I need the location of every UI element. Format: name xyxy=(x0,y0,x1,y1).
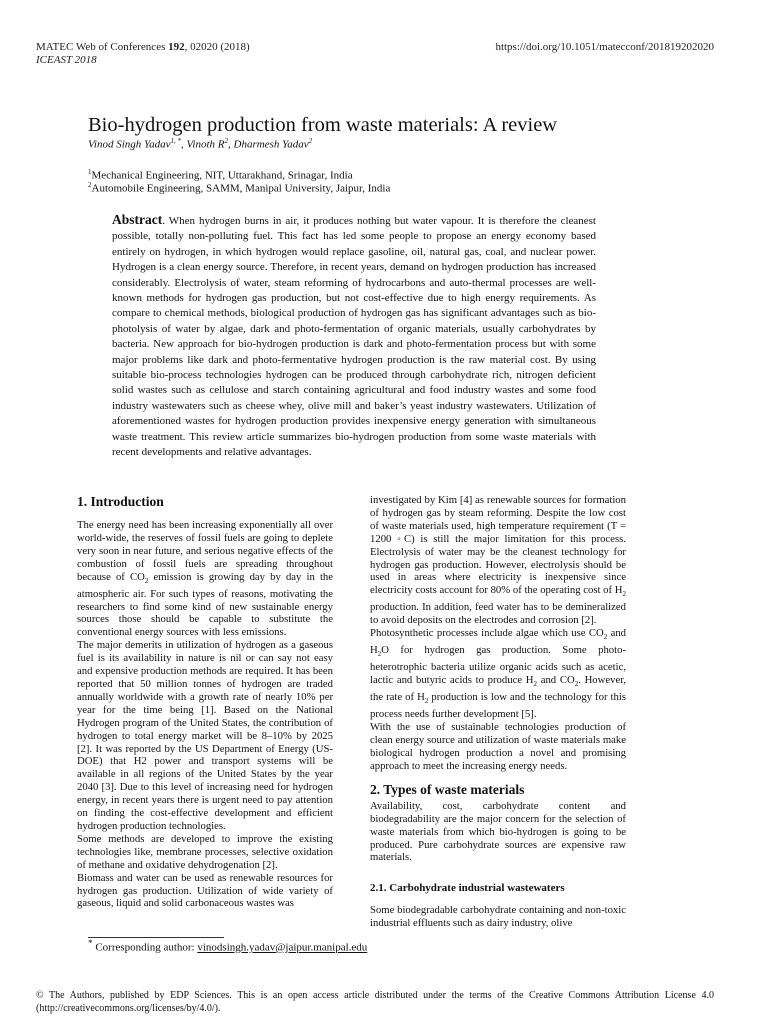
subscript: 2 xyxy=(533,680,537,689)
paragraph-text: emission is growing day by day in the atmospheric air. For such types of reasons, motivating the researchers to find some kind of new sustainable energy sources those should be capable to substitute the conventional energy sources with less emissions. xyxy=(77,570,333,639)
right-column xyxy=(370,494,626,930)
author-list: Vinod Singh Yadav$^{1, *}$, Vinoth $R^2$, Dharmesh Yadav$^2$ xyxy=(88,137,313,151)
subscript: 2 xyxy=(424,697,429,706)
section-heading-introduction: 1. Introduction xyxy=(77,494,164,509)
paragraph-text: production is low and the technology for this process needs further development [5]. xyxy=(370,691,627,721)
author-name: Vinoth R xyxy=(186,138,225,151)
affiliation-num: 2 xyxy=(88,181,92,189)
paragraph xyxy=(370,627,626,721)
paragraph: With the use of sustainable technologies production of clean energy source and utilization of waste materials make biological hydrogen production a novel and promising approach to meet the increasing energy needs. xyxy=(370,721,626,772)
footnote-label: Corresponding author: xyxy=(92,941,198,954)
paragraph-text: and H xyxy=(370,627,627,657)
abstract-heading: Abstract xyxy=(112,212,163,227)
affiliation-text: Automobile Engineering, SAMM, Manipal University, Jaipur, India xyxy=(91,182,391,195)
subscript: 2 xyxy=(622,590,626,599)
paragraph-text: O for hydrogen gas production. Some photo-heterotrophic bacteria utilize organic acids such as acetic, lactic and butyric acids to produce H xyxy=(370,644,626,687)
paragraph: Some biodegradable carbohydrate containing and non-toxic industrial effluents such as dairy industry, olive xyxy=(370,904,626,930)
journal-header xyxy=(36,40,250,54)
subscript: 2 xyxy=(377,650,382,659)
journal-volume: 192 xyxy=(168,41,185,53)
article-number: , 02020 (2018) xyxy=(184,41,250,53)
paper-title: Bio-hydrogen production from waste materials: A review xyxy=(88,114,558,136)
doi-link[interactable]: https://doi.org/10.1051/matecconf/201819202020 xyxy=(495,41,714,53)
license-notice: © The Authors, published by EDP Sciences. This is an open access article distributed under the terms of the Creative Commons Attribution License 4.0 (http://creativecommons.org/licenses/by/4.0/). xyxy=(36,990,714,1014)
paragraph: Biomass and water can be used as renewable resources for hydrogen gas production. Utilization of wide variety of gaseous, liquid and solid carbonaceous wastes was xyxy=(77,871,333,910)
author-sup: 2 xyxy=(308,137,313,145)
author-name: Vinod Singh Yadav xyxy=(88,138,171,151)
abstract-text: . When hydrogen burns in air, it produces nothing but water vapour. It is therefore the cleanest possible, totally non-polluting fuel. This fact has led some people to propose an energy economy based entirely on hydrogen, in which hydrogen would replace gasoline, oil, natural gas, coal, and nuclear power. Hydrogen is a clean energy source. Therefore, in recent years, demand on hydrogen production has increased considerably. Electrolysis of water, steam reforming of hydrocarbons and auto-thermal processes are well-known methods for hydrogen gas production, but not cost-effective due to high energy requirements. As compare to chemical methods, biological production of hydrogen gas has significant advantages such as bio-photolysis of water by algae, dark and photo-fermentation of organic materials, usually carbohydrates by bacteria. New approach for bio-hydrogen production is dark and photo-fermentation process but with some major problems like dark and photo-fermentative hydrogen production is the raw material cost. By using suitable bio-process technologies hydrogen can be produced through carbohydrate rich, nitrogen deficient solid wastes such as cellulose and starch containing agricultural and food industry wastes and some food industry wastewaters such as cheese whey, olive mill and baker’s yeast industry wastewaters. Utilization of aforementioned wastes for hydrogen production provides inexpensive energy generation with simultaneous waste treatment. This review article summarizes bio-hydrogen production from some waste materials with recent developments and relative advantages. xyxy=(112,215,596,459)
conference-name: ICEAST 2018 xyxy=(36,54,97,66)
subscript: 2 xyxy=(574,680,579,689)
affiliation-text: Mechanical Engineering, NIT, Uttarakhand, Srinagar, India xyxy=(91,169,353,182)
paragraph: The major demerits in utilization of hydrogen as a gaseous fuel is its availability in nature is nil or can say not easy and expensive production methods are required. It has been reported that 50 million tonnes of hydrogen are traded annually worldwide with a growth rate of nearly 10% per year for the time being [1]. Based on the National Hydrogen program of the United States, the contribution of hydrogen to total energy market will be 8–10% by 2025 [2]. It was reported by the US Department of Energy (US-DOE) that H2 power and transport systems will be available in all regions of the United States by the year 2040 [3]. Due to this level of increasing need for hydrogen energy, in recent years there is urgent need to pay attention on finding the cost-effective development and efficient hydrogen production technologies. xyxy=(77,639,333,832)
author-sup: 1, * xyxy=(170,137,182,145)
journal-name: MATEC Web of Conferences xyxy=(36,41,169,53)
paragraph-text: and CO xyxy=(537,674,575,687)
paragraph-text: The energy need has been increasing exponentially all over world-wide, the reserves of fossil fuels are going to deplete very soon in near future, and serious negative effects of the combustion of fossil fuels are spreading throughout because of CO xyxy=(77,519,333,583)
affiliation xyxy=(88,178,390,196)
subscript: 2 xyxy=(144,576,149,585)
paragraph xyxy=(77,519,333,639)
paragraph-text: production. In addition, feed water has to be demineralized to avoid deposits on the electrodes and corrosion [2]. xyxy=(370,601,626,627)
left-column xyxy=(77,494,333,910)
author-sup: 2 xyxy=(224,137,228,145)
affiliation-num: 1 xyxy=(88,168,92,176)
section-heading-waste-types: 2. Types of waste materials xyxy=(370,781,525,797)
paragraph: Some methods are developed to improve the existing technologies like, membrane processes, selective oxidation of methane and oxidative dehydrogenation [2]. xyxy=(77,832,333,871)
paragraph-text: . However, the rate of H xyxy=(370,674,626,704)
abstract xyxy=(112,212,596,461)
paragraph-text: investigated by Kim [4] as renewable sources for formation of hydrogen gas by steam reforming. Despite the low cost of waste materials used, high temperature requirement (T = 1200 ◦C) is still the major limitation for this process. Electrolysis of water may be the cleanest technology for hydrogen gas production. However, electrolysis should be used in areas where electricity is inexpensive since electricity costs account for 80% of the operating cost of H xyxy=(370,494,626,597)
corresponding-author-footnote xyxy=(88,938,367,954)
paragraph: Availability, cost, carbohydrate content and biodegradability are the major concern for the selection of waste materials from which bio-hydrogen is going to be produced. Pure carbohydrate sources are expensive raw materials. xyxy=(370,799,626,864)
footnote-mark: * xyxy=(88,938,93,948)
paragraph-text: Photosynthetic processes include algae which use CO xyxy=(370,627,604,640)
author-name: Dharmesh Yadav xyxy=(233,138,309,151)
subscript: 2 xyxy=(603,633,608,642)
paragraph xyxy=(370,494,626,627)
subsection-heading: 2.1. Carbohydrate industrial wastewaters xyxy=(370,882,565,895)
author-email-link[interactable]: vinodsingh.yadav@jaipur.manipal.edu xyxy=(197,941,368,954)
